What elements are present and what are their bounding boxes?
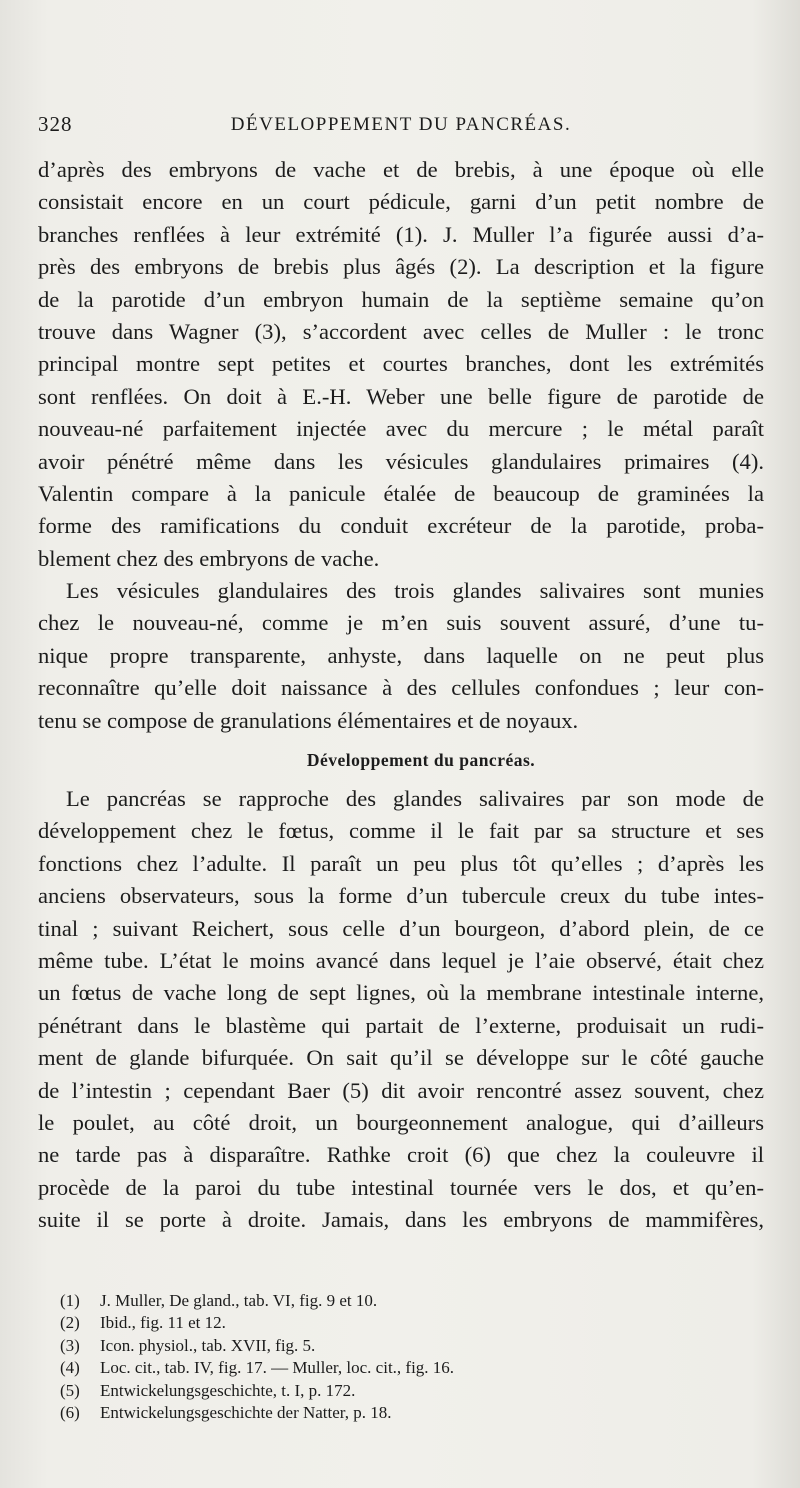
text-line: le poulet, au côté droit, un bourgeonnement analogue, qui d’ailleurs (38, 1109, 764, 1135)
footnote (60, 1402, 760, 1424)
footnote-number: (3) (60, 1335, 80, 1355)
text-line: tinal ; suivant Reichert, sous celle d’un bourgeon, d’abord plein, de ce (38, 915, 764, 941)
text-line: chez le nouveau-né, comme je m’en suis souvent assuré, d’une tu- (38, 610, 764, 636)
footnote-text: Ibid., fig. 11 et 12. (100, 1313, 226, 1333)
footnote-number: (1) (60, 1291, 80, 1310)
text-line: branches renflées à leur extrémité (1). J. Muller l’a figurée aussi d’a- (38, 221, 764, 247)
text-line: d’après des embryons de vache et de brebis, à une époque où elle (38, 157, 764, 182)
text-line: anciens observateurs, sous la forme d’un tubercule creux du tube intes- (38, 883, 764, 909)
text-line: Les vésicules glandulaires des trois glandes salivaires sont munies (66, 578, 764, 604)
footnote-number: (5) (60, 1380, 80, 1400)
footnote-number: (4) (60, 1358, 80, 1378)
text-line: ne tarde pas à disparaître. Rathke croit (6) que chez la couleuvre il (38, 1142, 764, 1168)
text-line: même tube. L’état le moins avancé dans lequel je l’aie observé, était chez (38, 947, 764, 973)
text-line: nique propre transparente, anhyste, dans laquelle on ne peut plus (38, 642, 764, 668)
footnote-text: Loc. cit., tab. IV, fig. 17. — Muller, loc. cit., fig. 16. (100, 1358, 455, 1378)
text-line: Valentin compare à la panicule étalée de beaucoup de graminées la (38, 480, 764, 506)
footnote (60, 1335, 760, 1357)
text-line: principal montre sept petites et courtes branches, dont les extrémités (38, 351, 764, 377)
footnote (60, 1380, 760, 1402)
footnote-text: Entwickelungsgeschichte der Natter, p. 18. (100, 1402, 392, 1422)
footnote (60, 1290, 760, 1312)
text-line: consistait encore en un court pédicule, garni d’un petit nombre de (38, 189, 764, 215)
footnote-number: (2) (60, 1313, 80, 1333)
body-text (38, 154, 764, 1237)
page-number: 328 (38, 112, 73, 136)
text-line: fonctions chez l’adulte. Il paraît un peu plus tôt qu’elles ; d’après les (38, 850, 764, 876)
text-line: pénétrant dans le blastème qui partait de l’externe, produisait un rudi- (38, 1012, 764, 1038)
footnotes (60, 1290, 760, 1424)
text-line: suite il se porte à droite. Jamais, dans les embryons de mammifères, (38, 1207, 764, 1233)
text-line: reconnaître qu’elle doit naissance à des cellules confondues ; leur con- (38, 675, 764, 701)
text-line: Le pancréas se rapproche des glandes salivaires par son mode de (66, 786, 764, 812)
text-line: près des embryons de brebis plus âgés (2). La description et la figure (38, 254, 764, 280)
footnote (60, 1357, 760, 1379)
text-line: ment de glande bifurquée. On sait qu’il se développe sur le côté gauche (38, 1045, 764, 1071)
text-line: procède de la paroi du tube intestinal tournée vers le dos, et qu’en- (38, 1174, 764, 1200)
footnote-number: (6) (60, 1402, 80, 1422)
footnote (60, 1312, 760, 1334)
running-title: DÉVELOPPEMENT DU PANCRÉAS. (230, 114, 572, 135)
footnote-text: Entwickelungsgeschichte, t. I, p. 172. (100, 1380, 356, 1400)
text-line: de l’intestin ; cependant Baer (5) dit avoir rencontré assez souvent, chez (38, 1077, 764, 1103)
footnote-text: J. Muller, De gland., tab. VI, fig. 9 et 10. (100, 1291, 378, 1310)
footnote-text: Icon. physiol., tab. XVII, fig. 5. (100, 1335, 316, 1355)
text-line: blement chez des embryons de vache. (38, 545, 380, 571)
page-header (38, 112, 764, 146)
text-line: de la parotide d’un embryon humain de la septième semaine qu’on (38, 286, 764, 312)
text-line: tenu se compose de granulations élémentaires et de noyaux. (38, 707, 579, 733)
text-line: sont renflées. On doit à E.-H. Weber une belle figure de parotide de (38, 383, 764, 409)
text-line: un fœtus de vache long de sept lignes, où la membrane intestinale interne, (38, 980, 764, 1006)
section-heading: Développement du pancréas. (306, 750, 536, 771)
text-line: trouve dans Wagner (3), s’accordent avec celles de Muller : le tronc (38, 318, 764, 344)
text-line: développement chez le fœtus, comme il le fait par sa structure et ses (38, 818, 764, 844)
text-line: forme des ramifications du conduit excréteur de la parotide, proba- (38, 513, 764, 539)
text-line: avoir pénétré même dans les vésicules glandulaires primaires (4). (38, 448, 764, 474)
text-line: nouveau-né parfaitement injectée avec du mercure ; le métal paraît (38, 416, 764, 442)
